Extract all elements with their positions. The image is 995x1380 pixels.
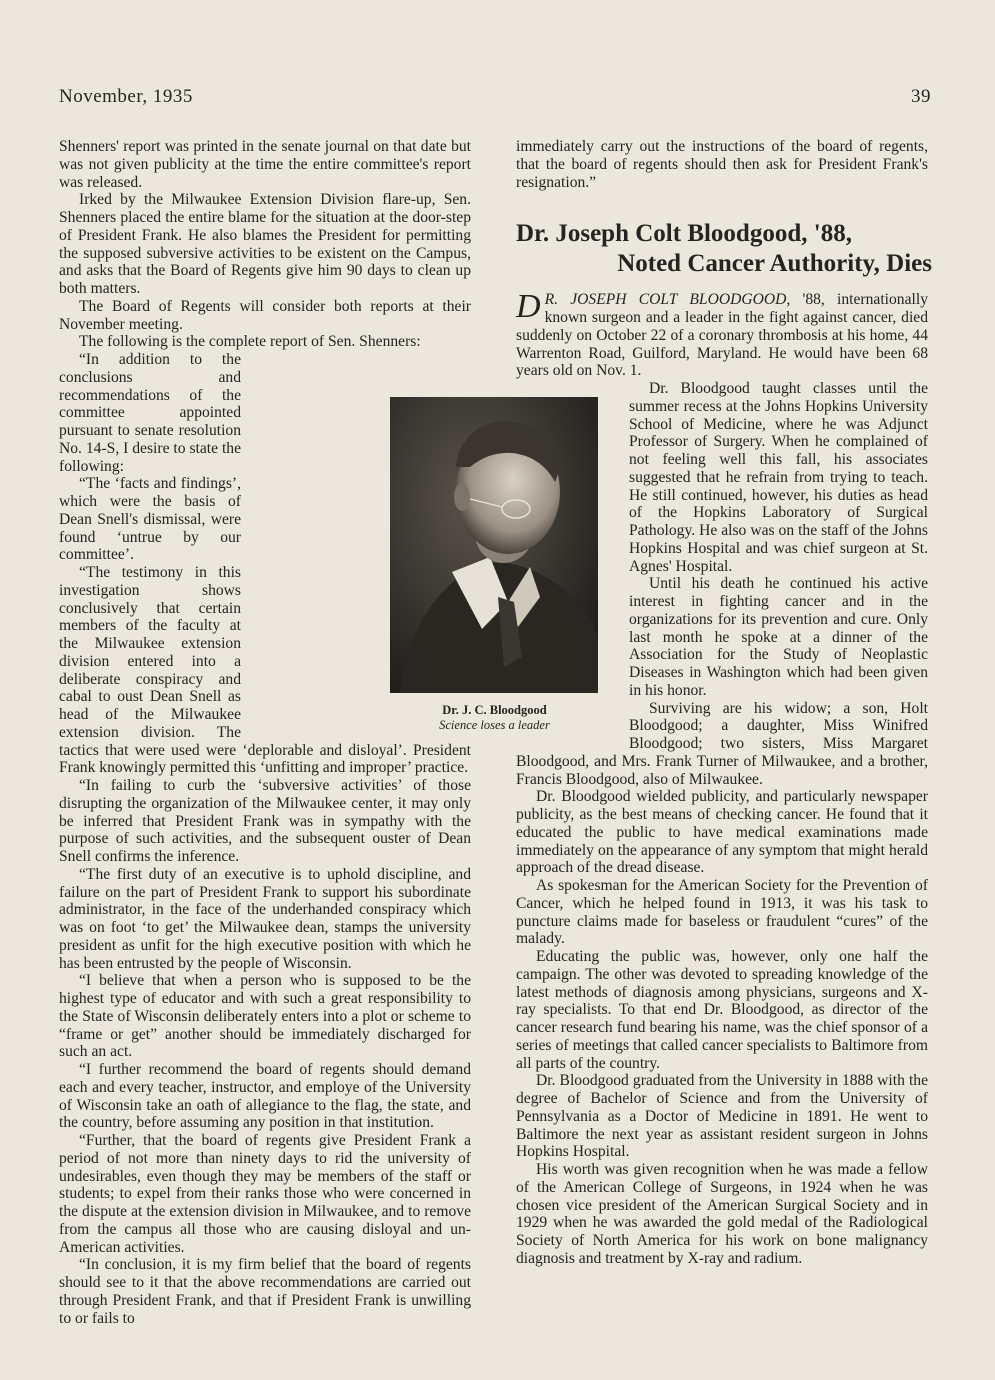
paragraph: Educating the public was, however, only one half the campaign. The other was devoted to spreading knowledge of the latest methods of diagnosis among physicians, surgeons and X-ray specialists. To that end Dr. Bloodgood, as director of the cancer research fund bearing his name, was the chief sponsor of a series of meetings that called cancer specialists to Baltimore from all parts of the country. bbox=[516, 948, 928, 1072]
photo-caption bbox=[392, 703, 597, 733]
paragraph: “The testimony in this investigation shows conclusively that certain members of the faculty at the Milwaukee extension division entered into a deliberate conspiracy and cabal to oust Dean Snell as head of the Milwaukee extension division. The tactics that were used were ‘deplorable and disloyal’. President Frank knowingly permitted this ‘unfitting and improper’ practice. bbox=[59, 564, 471, 777]
paragraph: “I further recommend the board of regents should demand each and every teacher, instructor, and employe of the University of Wisconsin take an oath of allegiance to the flag, the state, and the country, before assuming any position in that institution. bbox=[59, 1061, 471, 1132]
paragraph: His worth was given recognition when he was made a fellow of the American College of Surgeons, in 1924 when he was chosen vice president of the American Surgical Society and in 1929 when he was awarded the gold medal of the Radiological Society of North America for his work on bone malignancy diagnosis and treatment by X-ray and radium. bbox=[516, 1161, 928, 1267]
drop-cap: D bbox=[516, 288, 541, 326]
paragraph: “In conclusion, it is my firm belief that the board of regents should see to it that the above recommendations are carried out through President Frank, and that if President Frank is unwilling to or fails to bbox=[59, 1256, 471, 1327]
portrait-illustration bbox=[390, 397, 598, 693]
paragraph: The Board of Regents will consider both reports at their November meeting. bbox=[59, 297, 471, 333]
paragraph: “The first duty of an executive is to uphold discipline, and failure on the part of President Frank to support his subordinate administrator, in the face of the underhanded conspiracy which was on foot ‘to get’ the Milwaukee dean, stamps the university president as unfit for the high executive position with which he has been entrusted by the people of Wisconsin. bbox=[59, 865, 471, 972]
paragraph: immediately carry out the instructions of the board of regents, that the board of regents should then ask for President Frank's resignation.” bbox=[516, 138, 928, 191]
headline-line-2: Noted Cancer Authority, Dies bbox=[617, 250, 932, 278]
article-headline bbox=[516, 219, 932, 279]
paragraph: Irked by the Milwaukee Extension Division flare-up, Sen. Shenners placed the entire blame for the situation at the door-step of President Frank. He also blames the President for permitting the supposed subversive activities to be existent on the Campus, and asks that the Board of Regents give him 90 days to clean up both matters. bbox=[59, 191, 471, 297]
paragraph: Dr. Bloodgood taught classes until the summer recess at the Johns Hopkins University School of Medicine, where he was Adjunct Professor of Surgery. When he complained of not feeling well this fall, his associates suggested that he refrain from trying to teach. He still continued, however, his duties as head of the Hopkins Laboratory of Surgical Pathology. He also was on the staff of the Johns Hopkins Hospital and was chief surgeon at St. Agnes' Hospital. bbox=[629, 380, 928, 575]
paragraph: Surviving are his widow; a son, Holt Bloodgood; a daughter, Miss Winifred Bloodgood; two sisters, Miss Margaret Bloodgood, and Mrs. Frank Turner of Milwaukee, and a brother, Francis Bloodgood, also of Milwaukee. bbox=[516, 699, 928, 788]
paragraph: Until his death he continued his active interest in fighting cancer and in the organizations for its prevention and cure. Only last month he spoke at a dinner of the Association for the Study of Neoplastic Diseases in Washington which had been given in his honor. bbox=[629, 575, 928, 699]
caption-name: Dr. J. C. Bloodgood bbox=[442, 703, 547, 717]
portrait-photo bbox=[390, 397, 598, 693]
paragraph: Dr. Bloodgood wielded publicity, and particularly newspaper publicity, as the best means of checking cancer. He found that it educated the public to have medical examinations made immediately on the appearance of any symptom that might herald approach of the dread disease. bbox=[516, 788, 928, 877]
paragraph: Dr. Bloodgood graduated from the University in 1888 with the degree of Bachelor of Science and from the University of Pennsylvania as a Doctor of Medicine in 1891. He went to Baltimore the next year as assistant resident surgeon in Johns Hopkins Hospital. bbox=[516, 1072, 928, 1161]
caption-subtitle: Science loses a leader bbox=[439, 718, 550, 732]
paragraph: The following is the complete report of Sen. Shenners: bbox=[79, 333, 421, 351]
paragraph: “Further, that the board of regents give President Frank a period of not more than ninety days to rid the university of undesirables, even though they may be members of the staff or students; to expel from their ranks those who were concerned in the dispute at the extension division in Milwaukee, and to remove from the campus all those who are causing disloyal and un-American activities. bbox=[59, 1132, 471, 1256]
lead-text: '88, internationally known surgeon and a leader in the fight against cancer, died suddenly on October 22 of a coronary thrombosis at his home, 44 Warrenton Road, Guilford, Maryland. He would have been 68 years old on Nov. 1. bbox=[516, 291, 928, 380]
paragraph: “I believe that when a person who is supposed to be the highest type of educator and with such a great responsibility to the State of Wisconsin deliberately enters into a plot or scheme to “frame or get” another should be immediately discharged for such an act. bbox=[59, 972, 471, 1061]
page-number: 39 bbox=[911, 86, 931, 107]
paragraph: “In failing to curb the ‘subversive activities’ of those disrupting the organization of the Milwaukee center, it may only be inferred that President Frank was in sympathy with the purpose of such activities, and the subsequent ouster of Dean Snell confirms the inference. bbox=[59, 777, 471, 865]
lead-paragraph bbox=[516, 288, 928, 380]
paragraph: As spokesman for the American Society for the Prevention of Cancer, which he helped found in 1913, it was his task to puncture claims made for baseless or fraudulent “cures” of the malady. bbox=[516, 877, 928, 948]
headline-line-1: Dr. Joseph Colt Bloodgood, '88, bbox=[516, 220, 852, 248]
issue-date: November, 1935 bbox=[59, 86, 193, 107]
paragraph: “The ‘facts and findings’, which were the basis of Dean Snell's dismissal, were found ‘untrue by our committee’. bbox=[59, 475, 241, 564]
paragraph: Shenners' report was printed in the senate journal on that date but was not given publicity at the time the entire committee's report was released. bbox=[59, 138, 471, 191]
paragraph: “In addition to the conclusions and recommendations of the committee appointed pursuant to senate resolution No. 14-S, I desire to state the following: bbox=[59, 351, 241, 475]
lead-name: R. JOSEPH COLT BLOODGOOD, bbox=[544, 291, 791, 309]
